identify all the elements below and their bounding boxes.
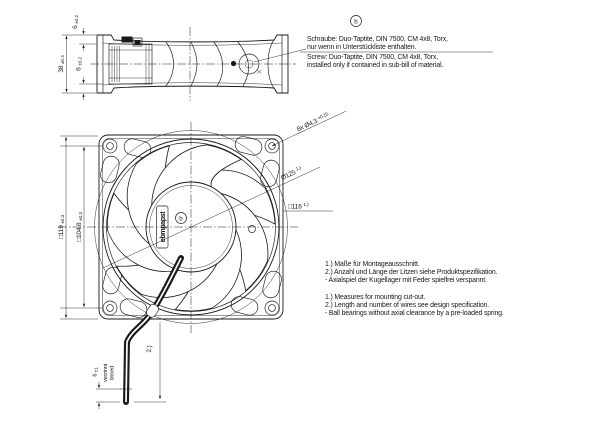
screw-leader-line: [254, 49, 306, 62]
screw-head: [231, 61, 236, 66]
footnote-en-2: 2.) Length and number of wires see design specification.: [325, 302, 489, 309]
footnote-en-3: - Ball bearings without axial clearance by a pre-loaded spring.: [325, 310, 504, 317]
ref-b-hub: b: [179, 215, 183, 223]
dim-frame-size: □119 ±0.3: [58, 214, 66, 240]
screw-note: [300, 16, 493, 70]
front-view: [58, 122, 320, 402]
dim-cutout-square: [283, 202, 333, 211]
side-view-dimensions: [58, 15, 103, 100]
screw-note-de-2: nur wenn in Unterstückliste enthalten.: [307, 44, 417, 51]
footnote-de-1: 1.) Maße für Montageausschnitt.: [325, 261, 420, 268]
footnote-en-1: 1.) Measures for mounting cut-out.: [325, 294, 426, 301]
svg-text:8x Ø4.3 +0.15: 8x Ø4.3 $^{+0.15}$: [295, 112, 330, 134]
dim-tinned-length: 6 ±1: [92, 367, 100, 377]
footnote-de-2: 2.) Anzahl und Länge der Litzen siehe Produktspezifikation.: [325, 269, 498, 276]
cable-grommet: [122, 37, 133, 43]
tinned-label-en: tinned: [109, 365, 116, 381]
screw-note-en-2: installed only if contained in sub-bill of material.: [307, 62, 444, 69]
dim-hole-pitch: □104.8 ±0.3: [76, 212, 84, 242]
brand-logo: ebmpapst: [158, 211, 167, 243]
dim-flange-top: 6 ±0.2: [72, 15, 80, 29]
dim-flange-bottom: 6 ±0.2: [75, 57, 84, 71]
dim-mounting-holes: [294, 104, 346, 134]
tinned-label-de: verzinnt: [103, 364, 109, 382]
footnotes: [325, 261, 504, 317]
dim-wire-length: [134, 322, 166, 402]
side-view: [90, 27, 306, 101]
screw-note-en-1: Screw: Duo-Taptite, DIN 7500, CM 4x8, Torx,: [307, 54, 438, 61]
screw-note-de-1: Schraube: Duo-Taptite, DIN 7500, CM 4x8, Torx,: [307, 36, 448, 43]
svg-text:□116 1.): □116 $^{1.)}$: [288, 203, 309, 211]
wire-length-ref: 2.): [146, 345, 153, 353]
dim-tinned-end: [93, 363, 122, 409]
dim-depth: 38 ±0.4: [58, 55, 66, 73]
svg-text:Ø125 1.): Ø125 $^{1.)}$: [280, 165, 302, 182]
ref-b-note: b: [354, 18, 358, 26]
footnote-de-3: - Axialspiel der Kugellager mit Feder spielfrei verspannt.: [325, 277, 487, 284]
